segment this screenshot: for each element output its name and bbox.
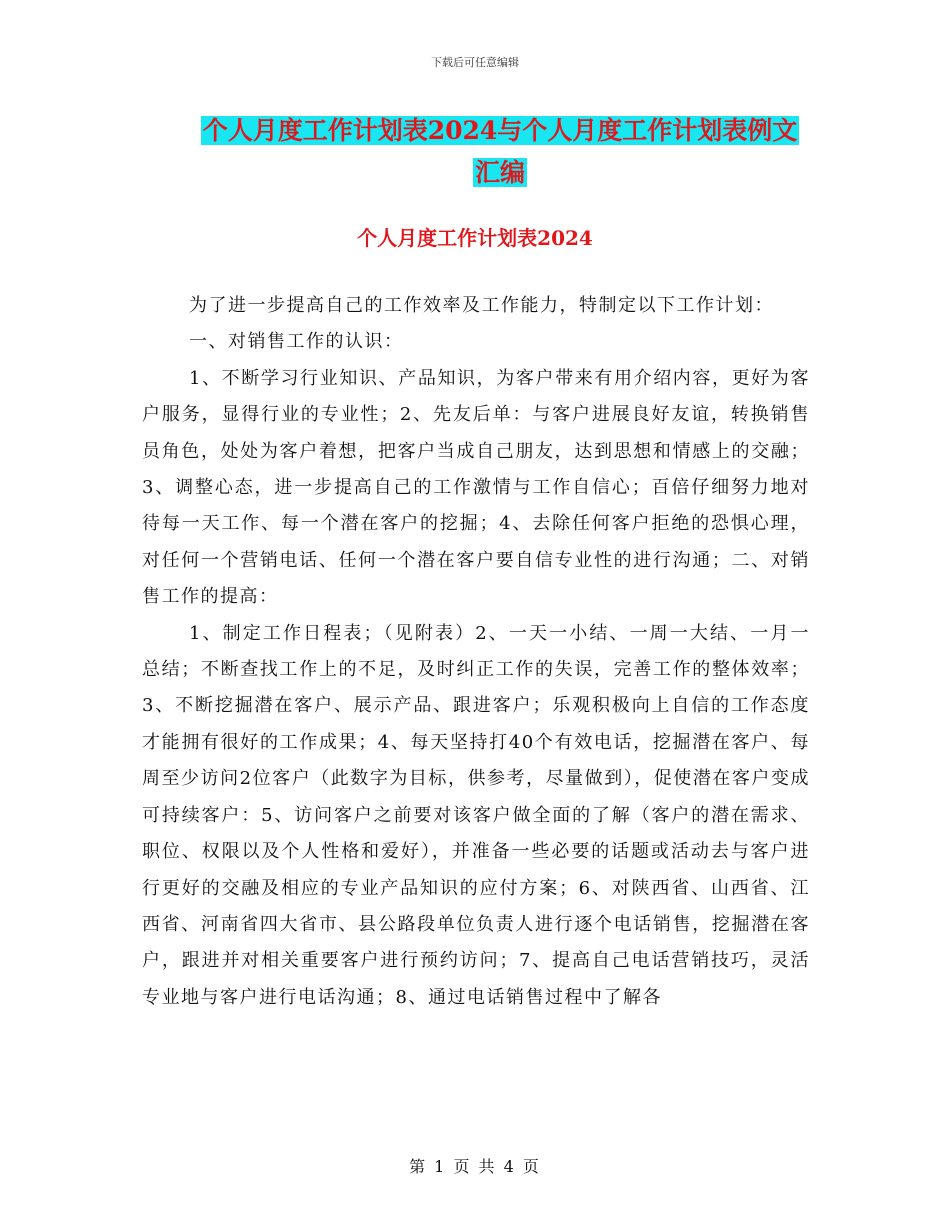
document-title-line-1: 个人月度工作计划表2024与个人月度工作计划表例文 (202, 116, 798, 145)
body-text (142, 288, 810, 1016)
page-footer: 第 1 页 共 4 页 (409, 1157, 541, 1176)
document-title-line-2: 汇编 (474, 158, 525, 187)
document-title (140, 110, 860, 194)
paragraph-intro: 为了进一步提高自己的工作效率及工作能力，特制定以下工作计划： (189, 295, 774, 316)
section-title: 个人月度工作计划表2024 (357, 226, 593, 250)
paragraph-sales-improvement: 1、制定工作日程表；（见附表）2、一天一小结、一周一大结、一月一总结；不断查找工作上的不足，及时纠正工作的失误，完善工作的整体效率；3、不断挖掘潜在客户、展示产品、跟进客户；乐观积极向上自信的工作态度才能拥有很好的工作成果；4、每天坚持打40个有效电话，挖掘潜在客户、每周至少访问2位客户（此数字为目标，供参考，尽量做到），促使潜在客户变成可持续客户：5、访问客户之前要对该客户做全面的了解（客户的潜在需求、职位、权限以及个人性格和爱好），并准备一些必要的话题或活动去与客户进行更好的交融及相应的专业产品知识的应付方案；6、对陕西省、山西省、江西省、河南省四大省市、县公路段单位负责人进行逐个电话销售，挖掘潜在客户，跟进并对相关重要客户进行预约访问；7、提高自己电话营销技巧，灵活专业地与客户进行电话沟通；8、通过电话销售过程中了解各 (142, 622, 810, 1008)
header-note: 下载后可任意编辑 (431, 56, 519, 69)
paragraph-sales-awareness: 1、不断学习行业知识、产品知识，为客户带来有用介绍内容，更好为客户服务，显得行业的专业性；2、先友后单：与客户进展良好友谊，转换销售员角色，处处为客户着想，把客户当成自己朋友，达到思想和情感上的交融；3、调整心态，进一步提高自己的工作激情与工作自信心；百倍仔细努力地对待每一天工作、每一个潜在客户的挖掘；4、去除任何客户拒绝的恐惧心理，对任何一个营销电话、任何一个潜在客户要自信专业性的进行沟通；二、对销售工作的提高： (142, 367, 810, 608)
paragraph-heading-1: 一、对销售工作的认识： (189, 331, 404, 353)
